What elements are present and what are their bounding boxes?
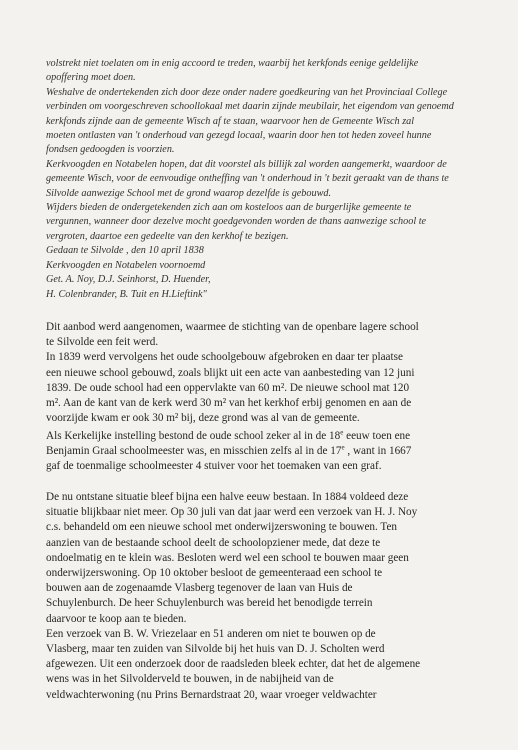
paragraph-line: een nieuwe school gebouwd, zoals blijkt uit een acte van aanbesteding van 12 juni — [46, 366, 415, 379]
quote-line: Wijders bieden de ondergetekenden zich aan om kosteloos aan de burgerlijke gemeente te — [46, 202, 412, 214]
paragraph-line: daarvoor te koop aan te bieden. — [46, 612, 187, 625]
quote-line: fondsen gedoogden is voorzien. — [46, 144, 175, 156]
quote-line: vergroten, daartoe een gedeelte van den kerkhof te bezigen. — [46, 230, 289, 242]
paragraph-line: afgewezen. Uit een onderzoek door de raadsleden bleek echter, dat het de algemene — [46, 658, 421, 671]
quote-line: H. Colenbrander, B. Tuit en H.Lieftink" — [46, 288, 207, 300]
paragraph-church-institution — [46, 429, 486, 475]
paragraph-line: Vlasberg, maar ten zuiden van Silvolde bij het huis van D. J. Scholten werd — [46, 643, 385, 656]
ordinal-superscript: e — [341, 443, 345, 452]
paragraph-line: situatie blijkbaar niet meer. Op 30 juli van dat jaar werd een verzoek van H. J. Noy — [46, 506, 418, 519]
paragraph-line: gaf de toenmalige schoolmeester 4 stuiver voor het toemaken van een graf. — [46, 460, 382, 473]
quote-line: opoffering moet doen. — [46, 72, 136, 84]
quote-line: moeten ontlasten van 't onderhoud van gezegd locaal, waarin door hen tot heden zoveel hunne — [46, 130, 432, 142]
line-text: eeuw toen ene — [343, 430, 411, 442]
paragraph-new-school-1884 — [46, 490, 486, 703]
quote-line: gemeente Wisch, voor de eenvoudige ontheffing van 't onderhoud in 't bezit geraakt van de thans te — [46, 173, 449, 185]
line-text: , want in 1667 — [344, 445, 412, 458]
paragraph-line: wens was in het Silvolderveld te bouwen, in de nabijheid van de — [46, 673, 334, 686]
paragraph-line: onderwijzerswoning. Op 10 oktober besloot de gemeenteraad een school te — [46, 567, 383, 580]
quote-line: verbinden om voorgeschreven schoollokaal met daarin zijnde meubilair, het eigendom van genoemd — [46, 101, 454, 113]
paragraph-line: 1839. De oude school had een oppervlakte van 60 m². De nieuwe school mat 120 — [46, 381, 410, 394]
quote-line: Kerkvoogden en Notabelen hopen, dat dit voorstel als billijk zal worden aangemerkt, waardoor de — [46, 158, 447, 170]
paragraph-line — [46, 444, 486, 459]
paragraph-line: bouwen aan de zogenaamde Vlasberg tegenover de laan van Huis de — [46, 582, 353, 595]
quote-line: vergunnen, wanneer door dezelve mocht goedgevonden worden de thans aanwezige school te — [46, 216, 427, 228]
quote-line: Kerkvoogden en Notabelen voornoemd — [46, 259, 206, 271]
paragraph-line — [46, 429, 486, 444]
line-text: Als Kerkelijke instelling bestond de oude school zeker al in de 18 — [46, 430, 341, 442]
paragraph-line: De nu ontstane situatie bleef bijna een halve eeuw bestaan. In 1884 voldeed deze — [46, 491, 409, 503]
paragraph-line: ondoelmatig en te klein was. Besloten werd wel een school te bouwen maar geen — [46, 551, 409, 564]
quote-line: Silvolde aanwezige School met de grond waarop dezelfde is gebouwd. — [46, 187, 332, 199]
quote-line: Gedaan te Silvolde , den 10 april 1838 — [46, 245, 204, 257]
paragraph-line: Schuylenburch. De heer Schuylenburch was bereid het benodigde terrein — [46, 597, 373, 610]
paragraph-school-founding — [46, 320, 486, 426]
quoted-letter — [46, 57, 486, 302]
paragraph-line: Dit aanbod werd aangenomen, waarmee de stichting van de openbare lagere school — [46, 321, 419, 333]
quote-line: volstrekt niet toelaten om in enig accoord te treden, waarbij het kerkfonds eenige geldelijke — [46, 58, 419, 69]
paragraph-line: In 1839 werd vervolgens het oude schoolgebouw afgebroken en daar ter plaatse — [46, 351, 403, 364]
quote-line: kerkfonds zijnde aan de gemeente Wisch af te staan, waarvoor hen de Gemeente Wisch zal — [46, 115, 415, 127]
paragraph-line: c.s. behandeld om een nieuwe school met onderwijzerswoning te bouwen. Ten — [46, 521, 398, 534]
line-text: Benjamin Graal schoolmeester was, en misschien zelfs al in de 17 — [46, 445, 342, 458]
paragraph-line: aanzien van de bestaande school deelt de schoolopziener mede, dat deze te — [46, 536, 381, 549]
paragraph-line: te Silvolde een feit werd. — [46, 336, 159, 349]
quote-line: Weshalve de ondertekenden zich door deze onder nadere goedkeuring van het Provinciaal College — [46, 86, 448, 98]
ordinal-superscript: e — [340, 428, 344, 437]
paragraph-line: voorzijde kwam er ook 30 m² bij, deze grond was al van de gemeente. — [46, 412, 360, 425]
paragraph-line: veldwachterwoning (nu Prins Bernardstraat 20, waar vroeger veldwachter — [46, 688, 377, 701]
quote-line: Get. A. Noy, D.J. Seinhorst, D. Huender, — [46, 274, 211, 286]
paragraph-line: m². Aan de kant van de kerk werd 30 m² van het kerkhof erbij genomen en aan de — [46, 397, 412, 410]
paragraph-line: Een verzoek van B. W. Vriezelaar en 51 anderen om niet te bouwen op de — [46, 627, 376, 640]
